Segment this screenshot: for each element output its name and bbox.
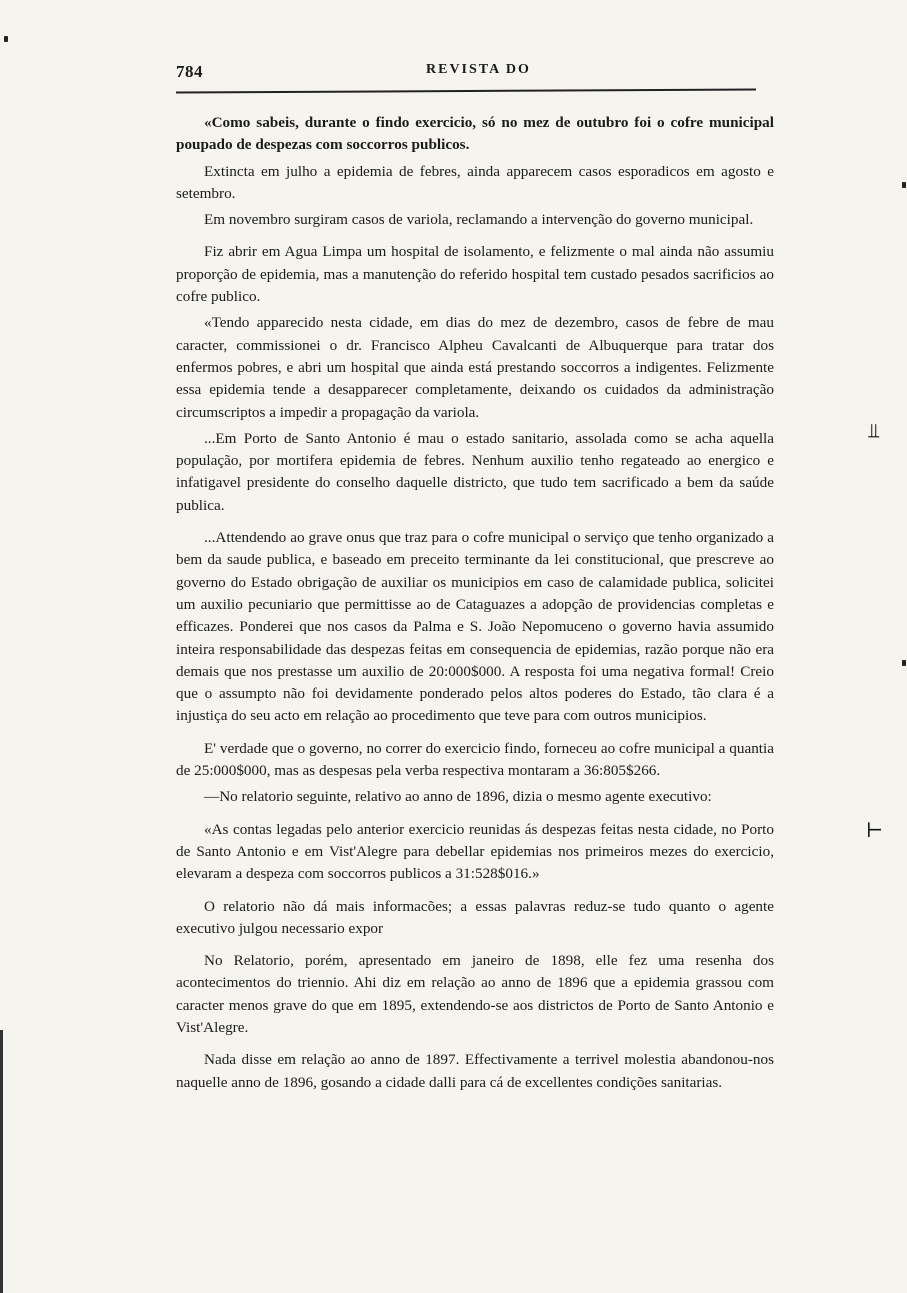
paragraph-11: O relatorio não dá mais informacões; a essas palavras reduz-se tudo quanto o agente executivo julgou necessario expor [176,897,774,937]
margin-speck [902,660,906,666]
paragraph-9: —No relatorio seguinte, relativo ao anno de 1896, dizia o mesmo agente executivo: [204,788,712,806]
page-header [176,62,756,88]
paragraph-2: Extincta em julho a epidemia de febres, ainda apparecem casos esporadicos em agosto e setembro. [176,162,774,202]
paragraph-8: E' verdade que o governo, no correr do exercicio findo, forneceu ao cofre municipal a quantia de 25:000$000, mas as despesas pela verba respectiva montaram a 36:805$266. [176,739,774,780]
paragraph-13: Nada disse em relação ao anno de 1897. Effectivamente a terrivel molestia abandonou-nos naquelle anno de 1896, gosando a cidade dalli para cá de excellentes condições sanitarias. [176,1051,774,1091]
header-rule [176,88,756,93]
paragraph-12: No Relatorio, porém, apresentado em janeiro de 1898, elle fez uma resenha dos acontecimentos do triennio. Ahi diz em relação ao anno de 1896 que a epidemia grassou com caracter menos grave do que em 1895, extendendo-se aos districtos de Porto de Santo Antonio e Vist'Alegre. [176,952,774,1036]
paragraph-1: «Como sabeis, durante o findo exercicio, só no mez de outubro foi o cofre municipal poupado de despezas com soccorros publicos. [176,114,774,154]
paragraph-10: «As contas legadas pelo anterior exercicio reunidas ás despezas feitas nesta cidade, no Porto de Santo Antonio e em Vist'Alegre para debellar epidemias nos primeiros mezes do exercicio, elevaram a despeza com soccorros publicos a 31:528$016.» [176,820,774,883]
body-text [176,112,774,1098]
page-number: 784 [176,62,203,81]
margin-speck [4,36,8,42]
paragraph-5: «Tendo apparecido nesta cidade, em dias do mez de dezembro, casos de febre de mau caracter, commissionei o dr. Francisco Alpheu Cavalcanti de Albuquerque para tratar dos enfermos pobres, e abri um hospital que ainda está prestando soccorros a indigentes. Felizmente essa epidemia tende a desapparecer completamente, deixando os cuidados da administração circumscriptos a impedir a propagação da variola. [176,314,774,421]
page-edge [0,1030,3,1293]
margin-mark-icon: ⊢ [866,820,884,842]
paragraph-6: ...Em Porto de Santo Antonio é mau o estado sanitario, assolada como se acha aquella população, por mortifera epidemia de febres. Nenhum auxilio tenho regateado ao energico e infatigavel presidente do conselho daquelle districto, que tudo tem sacrificado a bem da saúde publica. [176,429,774,514]
margin-mark-icon: ⫫ [868,420,880,442]
paragraph-7: ...Attendendo ao grave onus que traz para o cofre municipal o serviço que tenho organizado a bem da saude publica, e baseado em preceito terminante da lei constitucional, que prescreve ao governo do Estado obrigação de auxiliar os municipios em caso de calamidade publica, solicitei um auxilio pecuniario que permittisse ao de Cataguazes a adopção de providencias completas e efficazes. Ponderei que nos casos da Palma e S. João Nepomuceno o governo havia assumido inteira responsabilidade das despezas feitas em consequencia de epidemias, razão porque não era demais que nos prestasse um auxilio de 20:000$000. A resposta foi uma negativa formal! Creio que o assumpto não foi devidamente ponderado pelos altos poderes do Estado, tão clara é a injustiça do seu acto em relação ao procedimento que teve para com outros municipios. [176,529,774,725]
running-head: REVISTA DO [426,62,531,77]
margin-speck [902,182,906,188]
paragraph-3: Em novembro surgiram casos de variola, reclamando a intervenção do governo municipal. [204,211,754,229]
paragraph-4: Fiz abrir em Agua Limpa um hospital de isolamento, e felizmente o mal ainda não assumiu proporção de epidemia, mas a manutenção do referido hospital tem custado pesados sacrificios ao cofre publico. [176,243,774,306]
